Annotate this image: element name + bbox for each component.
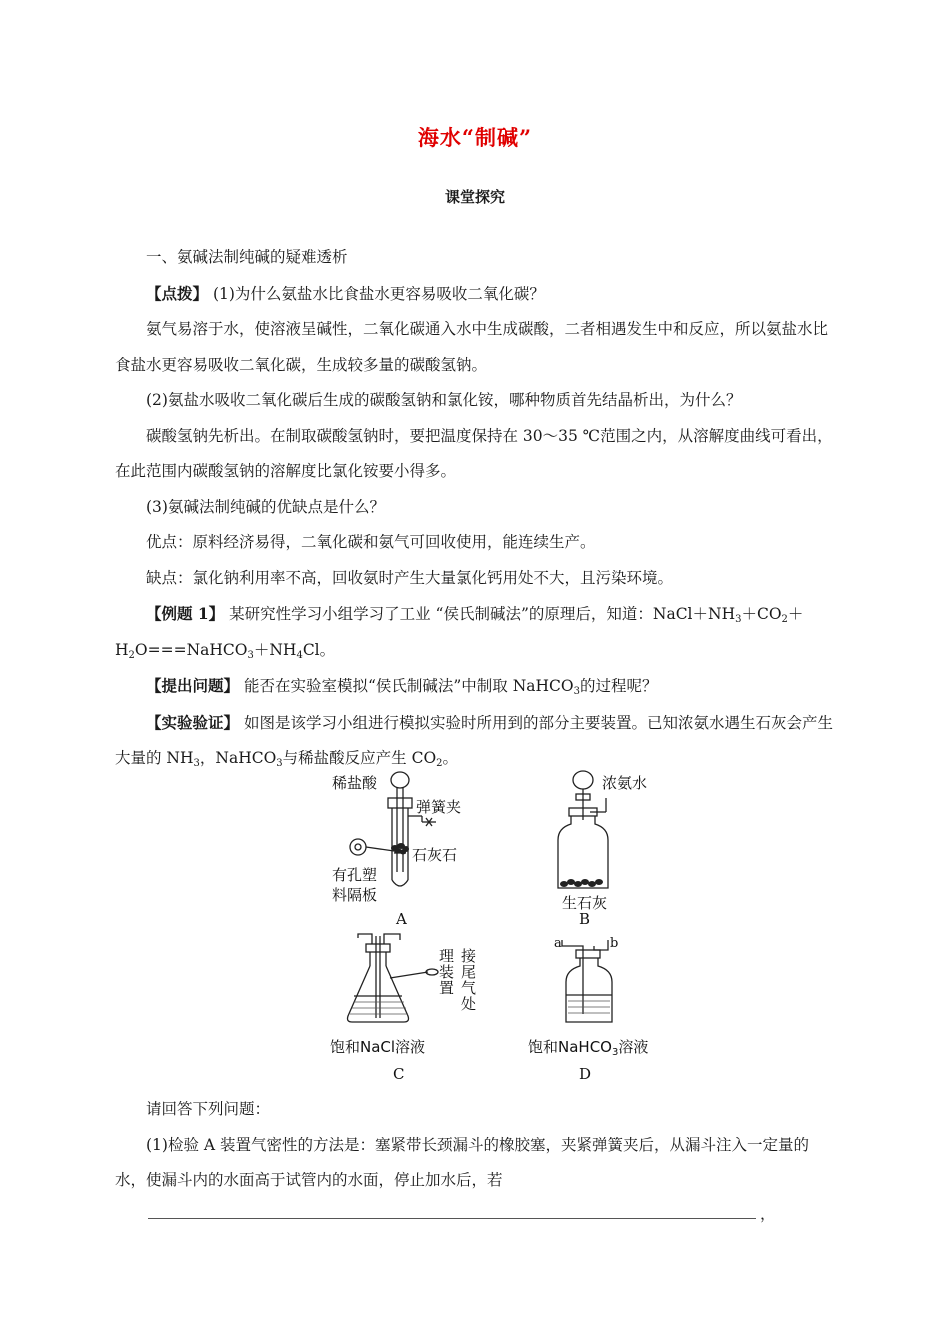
label-port-a: a — [554, 936, 562, 951]
label-limestone: 石灰石 — [412, 846, 458, 864]
nahco3-text: 饱和NaHCO — [528, 1038, 612, 1056]
section-heading: 一、氨碱法制纯碱的疑难透析 — [146, 248, 348, 266]
example-1 — [115, 596, 835, 668]
blank-comma: ， — [760, 1205, 776, 1223]
question-2: (2)氨盐水吸收二氧化碳后生成的碳酸氢钠和氯化铵，哪种物质首先结晶析出，为什么？ — [146, 391, 742, 409]
subscript: 2 — [128, 649, 135, 661]
subscript: 3 — [193, 758, 200, 769]
label-spring-clamp: 弹簧夹 — [416, 798, 462, 816]
label-quicklime: 生石灰 — [562, 894, 608, 912]
answer-prompt: 请回答下列问题： — [146, 1100, 271, 1118]
label-nahco3-solution — [528, 1036, 648, 1057]
subscript: 3 — [276, 758, 283, 769]
label-tail-gas-col2: 理装置 — [437, 948, 455, 996]
label-apparatus-a: A — [396, 910, 407, 928]
questions-section — [115, 1092, 835, 1199]
question-3: (3)氨碱法制纯碱的优缺点是什么？ — [146, 497, 385, 516]
apparatus-c — [348, 934, 439, 1022]
label-dilute-hcl: 稀盐酸 — [332, 774, 378, 792]
verify-text: ，NaHCO — [199, 749, 277, 767]
hint-tag: 【点拨】 — [146, 283, 209, 303]
page-title: 海水“制碱” — [417, 125, 533, 150]
label-nacl-solution: 饱和NaCl溶液 — [330, 1038, 426, 1056]
label-apparatus-b: B — [579, 910, 591, 928]
example-text: ＋H — [115, 605, 804, 659]
answer-blank-line[interactable] — [148, 1218, 756, 1219]
body-text — [115, 240, 835, 777]
subscript: 4 — [296, 649, 303, 661]
label-plate-line2: 料隔板 — [332, 886, 378, 904]
verify-text: 与稀盐酸反应产生 CO — [282, 749, 437, 767]
answer-1: 氨气易溶于水，使溶液呈碱性，二氧化碳通入水中生成碳酸，二者相遇发生中和反应，所以氨盐水比食盐水更容易吸收二氧化碳，生成较多量的碳酸氢钠。 — [115, 320, 829, 374]
verify-text: 如图是该学习小组进行模拟实验时所用到的部分主要装置。已知浓氨水遇生石灰会产生大量的 NH — [115, 713, 833, 767]
ask-text: 的过程呢？ — [579, 677, 658, 695]
subscript: 3 — [611, 1047, 619, 1058]
label-apparatus-c: C — [393, 1065, 405, 1083]
verify-text: 。 — [442, 749, 459, 767]
subscript: 3 — [247, 649, 254, 661]
question-1 — [115, 276, 835, 313]
label-tail-gas-col1: 接尾气处 — [459, 948, 477, 1012]
apparatus-d — [562, 940, 612, 1022]
ask-question — [115, 668, 835, 705]
example-text: ＋CO — [741, 605, 782, 623]
label-apparatus-d: D — [579, 1065, 592, 1083]
example-text: 某研究性学习小组学习了工业 “侯氏制碱法”的原理后，知道：NaCl＋NH — [224, 605, 736, 623]
ask-tag: 【提出问题】 — [146, 676, 240, 695]
example-text: O===NaHCO — [134, 640, 248, 659]
example-tag: 【例题 1】 — [146, 604, 225, 623]
subscript: 3 — [735, 614, 742, 625]
example-text: ＋NH — [253, 640, 297, 659]
subscript: 2 — [436, 758, 443, 769]
cons-text: 缺点：氯化钠利用率不高，回收氨时产生大量氯化钙用处不大，且污染环境。 — [146, 568, 674, 587]
apparatus-figure — [300, 760, 700, 1090]
section-subtitle: 课堂探究 — [444, 188, 505, 206]
example-text: Cl。 — [302, 640, 336, 659]
subscript: 3 — [573, 686, 580, 697]
pros-text: 优点：原料经济易得，二氧化碳和氨气可回收使用，能连续生产。 — [146, 533, 596, 551]
nahco3-text: 溶液 — [618, 1038, 649, 1056]
apparatus-b — [558, 771, 608, 888]
label-conc-ammonia: 浓氨水 — [602, 774, 648, 792]
liquid-hatching — [350, 1001, 610, 1014]
subscript: 2 — [781, 614, 788, 625]
verify-tag: 【实验验证】 — [146, 712, 240, 732]
answer-2: 碳酸氢钠先析出。在制取碳酸氢钠时，要把温度保持在 30～35 ℃范围之内，从溶解度曲线可看出，在此范围内碳酸氢钠的溶解度比氯化铵要小得多。 — [115, 426, 833, 480]
question-1-text: (1)为什么氨盐水比食盐水更容易吸收二氧化碳？ — [208, 284, 545, 303]
label-port-b: b — [610, 936, 619, 951]
ask-text: 能否在实验室模拟“侯氏制碱法”中制取 NaHCO — [239, 677, 574, 695]
label-plate-line1: 有孔塑 — [332, 866, 378, 884]
final-question: (1)检验 A 装置气密性的方法是：塞紧带长颈漏斗的橡胶塞，夹紧弹簧夹后，从漏斗注入一定量的水，使漏斗内的水面高于试管内的水面，停止加水后，若 — [115, 1135, 810, 1189]
